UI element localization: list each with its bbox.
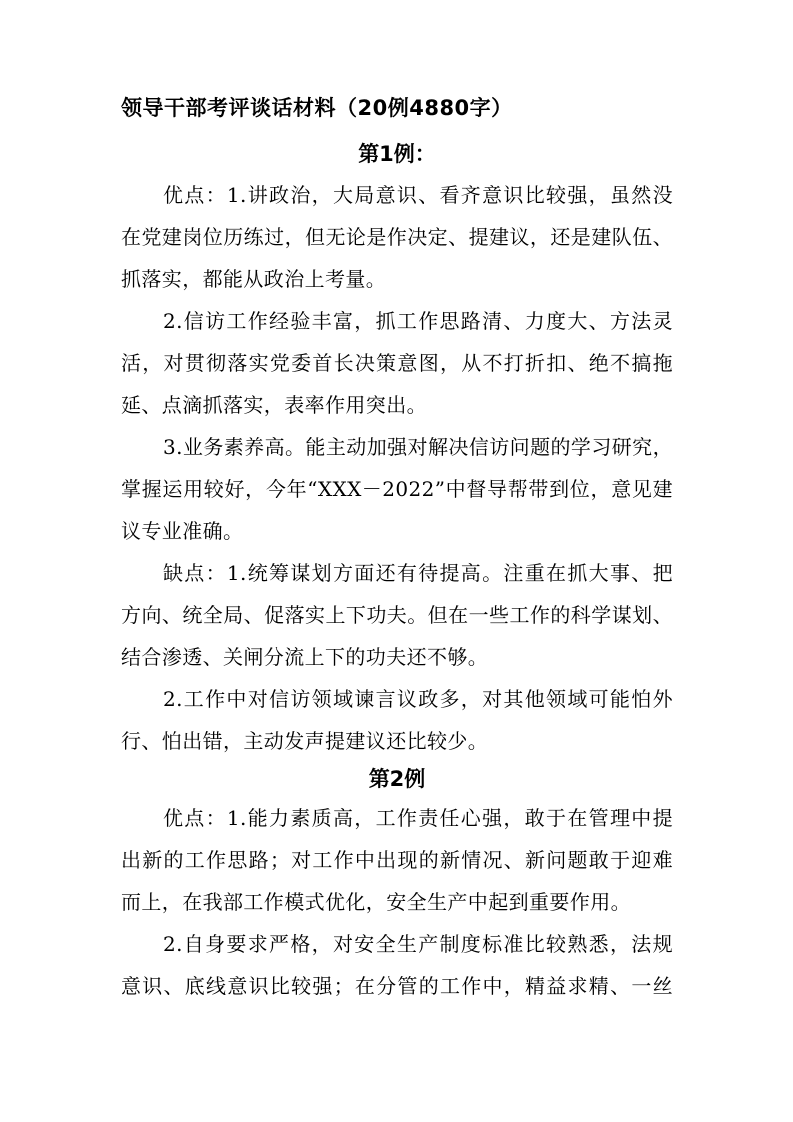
paragraph-line: 活，对贯彻落实党委首长决策意图，从不打折扣、绝不搞拖 [121,351,673,375]
section-heading-2: 第2例 [368,767,426,791]
paragraph-line: 优点：1.讲政治，大局意识、看齐意识比较强，虽然没 [163,183,673,207]
paragraph-line: 2.自身要求严格，对安全生产制度标准比较熟悉，法规 [163,932,673,956]
paragraph [121,426,673,552]
paragraph [121,797,673,923]
paragraph-line: 出新的工作思路；对工作中出现的新情况、新问题敢于迎难 [121,848,673,872]
paragraph-line: 优点：1.能力素质高，工作责任心强，敢于在管理中提 [163,806,673,830]
paragraph-line: 2.信访工作经验丰富，抓工作思路清、力度大、方法灵 [163,309,673,333]
paragraph [121,923,673,1007]
paragraph-line: 在党建岗位历练过，但无论是作决定、提建议，还是建队伍、 [121,225,673,249]
paragraph-line: 意识、底线意识比较强；在分管的工作中，精益求精、一丝 [121,974,673,998]
paragraph-line: 结合渗透、关闸分流上下的功夫还不够。 [121,645,489,669]
paragraph-line: 方向、统全局、促落实上下功夫。但在一些工作的科学谋划、 [121,603,673,627]
paragraph-line: 2.工作中对信访领域谏言议政多，对其他领域可能怕外 [163,687,673,711]
paragraph-line: 行、怕出错，主动发声提建议还比较少。 [121,729,489,753]
paragraph-line: 议专业准确。 [121,519,244,543]
document-title: 领导干部考评谈话材料（20例4880字） [121,96,513,120]
paragraph-line: 延、点滴抓落实，表率作用突出。 [121,393,427,417]
paragraph-line: 抓落实，都能从政治上考量。 [121,267,387,291]
paragraph [121,552,673,678]
paragraph-line: 掌握运用较好，今年“XXX－2022”中督导帮带到位，意见建 [121,477,673,501]
paragraph [121,174,673,300]
section-heading-1: 第1例： [358,142,436,166]
paragraph [121,678,673,762]
paragraph-line: 3.业务素养高。能主动加强对解决信访问题的学习研究， [163,435,673,459]
paragraph-line: 缺点：1.统筹谋划方面还有待提高。注重在抓大事、把 [163,561,673,585]
paragraph-line: 而上，在我部工作模式优化，安全生产中起到重要作用。 [121,890,631,914]
paragraph [121,300,673,426]
